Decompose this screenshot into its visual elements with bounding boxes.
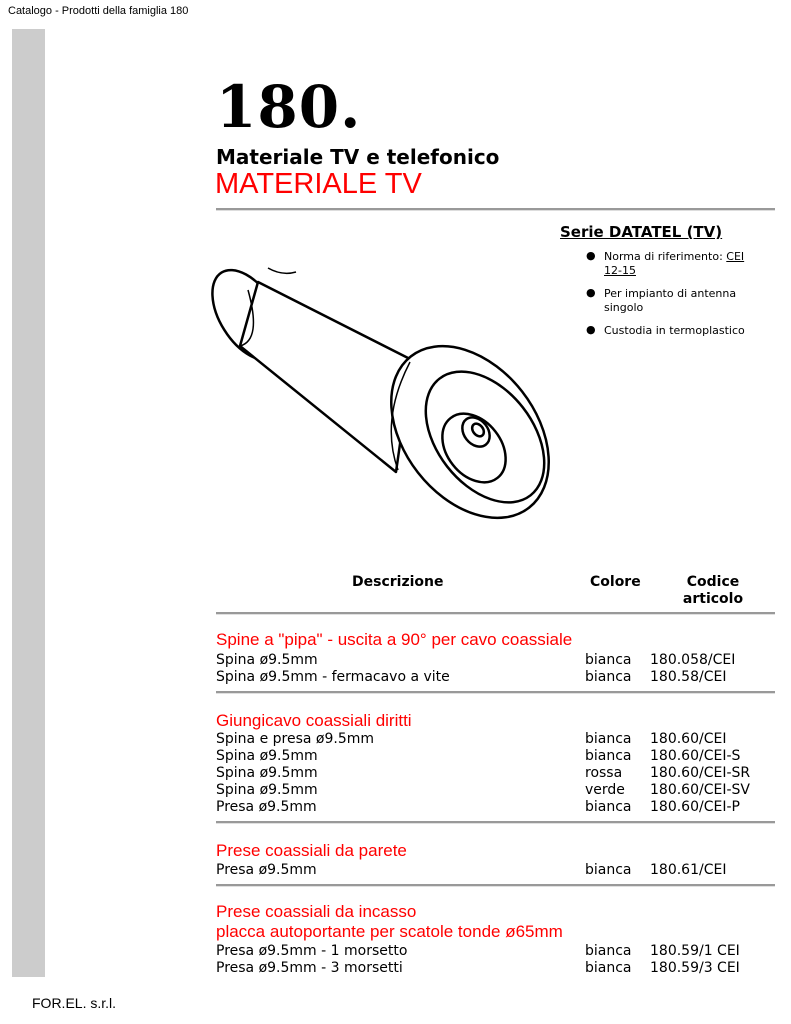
table-row: [216, 765, 776, 782]
row-color: bianca: [585, 862, 632, 878]
table-row: [216, 669, 776, 686]
norm-link[interactable]: CEI 12-15: [604, 250, 745, 277]
connector-illustration: [210, 258, 560, 530]
feature-text: Per impianto di antenna singolo: [604, 287, 737, 314]
group-title: Spine a "pipa" - uscita a 90° per cavo coassiale: [216, 630, 573, 649]
row-color: bianca: [585, 731, 632, 747]
group-title: Prese coassiali da incasso: [216, 902, 417, 921]
group-subtitle: placca autoportante per scatole tonde ø65mm: [216, 922, 563, 941]
group-divider: [216, 884, 775, 887]
row-description: Spina ø9.5mm - fermacavo a vite: [216, 669, 450, 685]
row-code: 180.60/CEI-SV: [650, 782, 750, 798]
row-code: 180.59/3 CEI: [650, 960, 740, 976]
row-color: bianca: [585, 652, 632, 668]
row-description: Spina ø9.5mm: [216, 652, 318, 668]
feature-item: [586, 287, 761, 315]
table-row: [216, 862, 776, 879]
bullet-icon: ●: [586, 286, 596, 299]
row-color: bianca: [585, 748, 632, 764]
row-code: 180.60/CEI: [650, 731, 727, 747]
feature-item: [586, 324, 761, 338]
row-code: 180.61/CEI: [650, 862, 727, 878]
feature-text: Custodia in termoplastico: [604, 324, 745, 337]
page-subtitle: Materiale TV e telefonico: [216, 145, 500, 169]
series-title: Serie DATATEL (TV): [560, 223, 723, 241]
row-description: Spina e presa ø9.5mm: [216, 731, 375, 747]
table-row: [216, 799, 776, 816]
row-color: bianca: [585, 960, 632, 976]
sidebar-bar: [12, 29, 45, 977]
table-row: [216, 960, 776, 977]
column-header-code: Codice articolo: [682, 574, 744, 607]
row-color: bianca: [585, 669, 632, 685]
table-row: [216, 731, 776, 748]
row-code: 180.058/CEI: [650, 652, 736, 668]
header-divider: [216, 612, 775, 615]
table-row: [216, 748, 776, 765]
feature-list: [586, 250, 761, 347]
row-description: Spina ø9.5mm: [216, 765, 318, 781]
row-description: Presa ø9.5mm: [216, 862, 317, 878]
table-row: [216, 782, 776, 799]
row-description: Presa ø9.5mm: [216, 799, 317, 815]
group-title: Giungicavo coassiali diritti: [216, 711, 412, 730]
row-description: Presa ø9.5mm - 1 morsetto: [216, 943, 408, 959]
table-row: [216, 943, 776, 960]
title-divider: [216, 208, 775, 211]
row-code: 180.60/CEI-SR: [650, 765, 751, 781]
group-title: Prese coassiali da parete: [216, 841, 407, 860]
bullet-icon: ●: [586, 323, 596, 336]
row-code: 180.58/CEI: [650, 669, 727, 685]
family-number: 180.: [216, 73, 362, 141]
page-title: MATERIALE TV: [215, 168, 422, 200]
row-description: Presa ø9.5mm - 3 morsetti: [216, 960, 403, 976]
group-divider: [216, 821, 775, 824]
row-description: Spina ø9.5mm: [216, 748, 318, 764]
row-code: 180.60/CEI-S: [650, 748, 741, 764]
table-row: [216, 652, 776, 669]
row-color: rossa: [585, 765, 623, 781]
bullet-icon: ●: [586, 249, 596, 262]
group-divider: [216, 691, 775, 694]
row-code: 180.59/1 CEI: [650, 943, 740, 959]
row-description: Spina ø9.5mm: [216, 782, 318, 798]
column-header-color: Colore: [590, 574, 641, 590]
row-code: 180.60/CEI-P: [650, 799, 740, 815]
feature-text: Norma di riferimento:: [604, 250, 727, 263]
footer-company: FOR.EL. s.r.l.: [32, 995, 117, 1011]
page-caption: Catalogo - Prodotti della famiglia 180: [8, 5, 189, 17]
feature-item: [586, 250, 761, 278]
row-color: verde: [585, 782, 625, 798]
row-color: bianca: [585, 799, 632, 815]
column-header-description: Descrizione: [352, 574, 444, 590]
row-color: bianca: [585, 943, 632, 959]
